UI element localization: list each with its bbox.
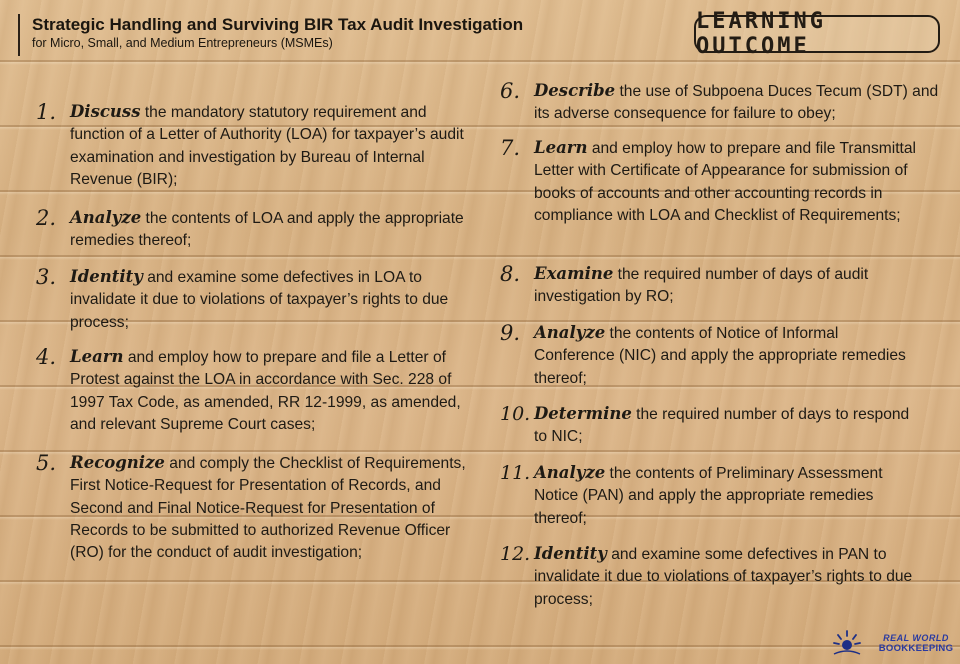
outcome-item-12 [500,543,930,611]
outcome-description: and employ how to prepare and file Transmittal Letter with Certificate of Appearance for submission of books of accounts and other accounting records in compliance with LOA and Checklist of Requirements; [534,140,916,224]
outcome-verb: Identity [70,267,143,286]
outcome-verb: Recognize [70,453,165,472]
outcome-text [534,80,940,126]
footer-logos [830,626,956,660]
outcome-item-11 [500,462,930,530]
outcome-number: 12. [500,543,531,565]
outcome-verb: Learn [70,347,124,366]
outcome-description: the use of Subpoena Duces Tecum (SDT) and its adverse consequence for failure to obey; [534,83,939,123]
outcome-text [70,452,482,564]
outcome-item-4 [36,346,476,436]
outcome-verb: Analyze [534,323,606,342]
outcome-description: and comply the Checklist of Requirements, First Notice-Request for Presentation of Records, and Second and Final Notice-Request for Presentation of Records to be submitted to authorized Revenue Officer (RO) for the conduct of audit investigation; [70,455,466,562]
outcome-item-8 [500,263,900,309]
outcome-text [534,263,900,309]
outcome-verb: Identity [534,544,607,563]
logo-line-1: REAL WORLD [883,633,949,643]
outcome-number: 8. [500,262,521,286]
outcome-text [534,543,930,611]
outcome-number: 1. [36,100,57,124]
outcome-description: the mandatory statutory requirement and function of a Letter of Authority (LOA) for taxpayer’s audit examination and investigation by Bureau of Internal Revenue (BIR); [70,104,464,188]
outcome-description: the required number of days to respond to NIC; [534,406,910,446]
learning-outcome-badge: LEARNING OUTCOME [694,15,940,53]
outcome-text [534,137,930,227]
real-world-bookkeeping-logo [876,633,956,654]
outcome-number: 6. [500,79,521,103]
outcome-verb: Describe [534,81,616,100]
outcome-verb: Learn [534,138,588,157]
outcome-description: and employ how to prepare and file a Letter of Protest against the LOA in accordance with Sec. 228 of 1997 Tax Code, as amended, RR 12-1999, as amended, and relevant Supreme Court cases; [70,349,461,433]
outcome-verb: Determine [534,404,632,423]
outcome-number: 3. [36,265,57,289]
outcome-number: 10. [500,403,531,425]
page-title: Strategic Handling and Surviving BIR Tax Audit Investigation [32,15,524,34]
outcome-text [534,462,930,530]
outcome-item-10 [500,403,910,449]
outcome-text [70,346,476,436]
outcome-number: 7. [500,136,521,160]
outcome-number: 11. [500,462,531,484]
outcome-item-2 [36,207,476,253]
outcome-number: 2. [36,206,57,230]
outcome-description: and examine some defectives in LOA to invalidate it due to violations of taxpayer’s rights to due process; [70,269,449,331]
outcome-verb: Discuss [70,102,141,121]
page-subtitle: for Micro, Small, and Medium Entrepreneurs (MSMEs) [32,36,333,50]
outcome-number: 4. [36,345,57,369]
outcome-verb: Analyze [534,463,606,482]
outcome-item-5 [36,452,482,564]
outcome-number: 5. [36,451,57,475]
outcome-text [70,207,476,253]
outcome-description: the contents of LOA and apply the appropriate remedies thereof; [70,210,464,250]
outcome-number: 9. [500,321,521,345]
outcome-item-3 [36,266,482,334]
title-block [18,14,523,56]
outcome-item-6 [500,80,940,126]
outcome-text [70,266,482,334]
logo-line-2: BOOKKEEPING [878,643,954,654]
outcome-verb: Examine [534,264,614,283]
sun-emblem-icon [830,628,864,658]
outcome-text [70,101,476,191]
outcome-description: the required number of days of audit investigation by RO; [534,266,869,306]
outcome-text [534,322,910,390]
outcome-verb: Analyze [70,208,142,227]
outcome-description: the contents of Preliminary Assessment Notice (PAN) and apply the appropriate remedies thereof; [534,465,883,527]
outcome-item-7 [500,137,930,227]
outcome-description: and examine some defectives in PAN to invalidate it due to violations of taxpayer’s rights to due process; [534,546,913,608]
outcome-item-9 [500,322,910,390]
outcome-item-1 [36,101,476,191]
outcome-description: the contents of Notice of Informal Conference (NIC) and apply the appropriate remedies thereof; [534,325,906,387]
outcome-text [534,403,910,449]
